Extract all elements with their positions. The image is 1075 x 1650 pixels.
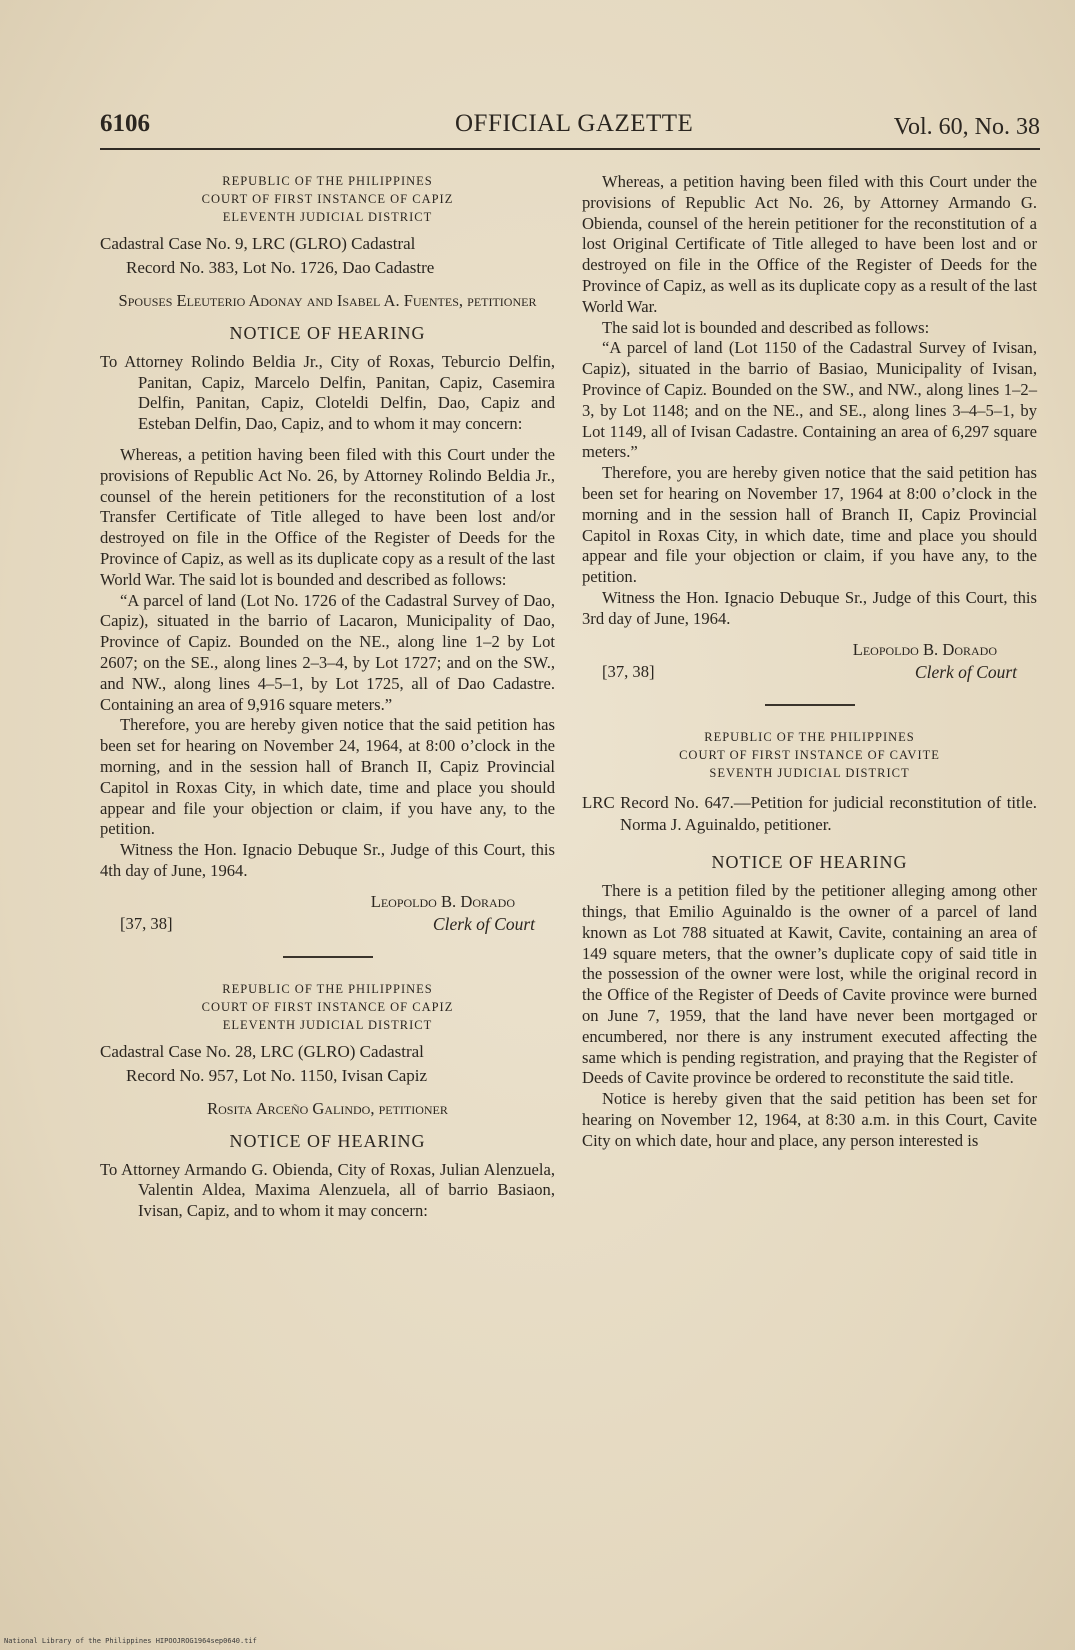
notice-cavite [582,728,1037,1152]
bounded-paragraph: The said lot is bounded and described as follows: [602,317,930,337]
whereas-paragraph: Whereas, a petition having been filed with this Court under the provisions of Republic Act No. 26, by Attorney Armando G. Obienda, counsel of the herein petitioner for the reconstitution of a lost Original Certificate of Title alleged to have been lost and or destroyed on file in the Office of the Register of Deeds for the Province of Capiz, as well as its duplicate copy as a result of the last World War. [582,172,1037,316]
signature-block [100,892,555,938]
notice-capiz-2 [100,980,555,1222]
lrc-record: LRC Record No. 647.—Petition for judicial reconstitution of title. Norma J. Aguinaldo, petitioner. [582,792,1037,834]
header-rule [100,148,1040,150]
case-number: Cadastral Case No. 28, LRC (GLRO) Cadastral Record No. 957, Lot No. 1150, Ivisan Capiz [100,1041,428,1085]
whereas-paragraph: Whereas, a petition having been filed with this Court under the provisions of Republic Act No. 26, by Attorney Rolindo Beldia Jr., counsel of the herein petitioners for the reconstitution of a lost Transfer Certificate of Title alleged to have been lost and/or destroyed on file in the Office of the Register of Deeds for the Province of Capiz, as well as its duplicate copy as a result of the last World War. The said lot is bounded and described as follows: [100,444,555,589]
therefore-paragraph: Therefore, you are hereby given notice that the said petition has been set for hearing on November 17, 1964 at 8:00 o’clock in the morning and in the session hall of Branch II, Capiz Provincial Capitol in Roxas City, in which date, time and place you should appear and file your objection or claim, if you have any, to the petition. [582,463,1037,587]
signer-title: Clerk of Court [914,661,1017,682]
court-heading: REPUBLIC OF THE PHILIPPINES COURT OF FIRST INSTANCE OF CAPIZ ELEVENTH JUDICIAL DISTRICT [201,981,454,1032]
signer-title: Clerk of Court [432,913,535,934]
page-number: 6106 [100,110,150,137]
parcel-description: “A parcel of land (Lot No. 1726 of the Cadastral Survey of Dao, Capiz), situated in the barrio of Lacaron, Municipality of Dao, Province of Capiz. Bounded on the NE., along line 1–2 by Lot 2607; on the SE., along lines 2–3–4, by Lot 1727; and on the SW., and NW., along lines 4–5–1, by Lot 1725, all of Dao Cadastre. Containing an area of 9,916 square meters.” [100,590,555,714]
witness-paragraph: Witness the Hon. Ignacio Debuque Sr., Judge of this Court, this 3rd day of June, 1964. [582,587,1037,628]
notice-capiz-1 [100,172,555,938]
petition-paragraph: There is a petition filed by the petitioner alleging among other things, that Emilio Aguinaldo is the owner of a parcel of land known as Lot 788 situated at Kawit, Cavite, containing an area of 149 square meters, that the owner’s duplicate copy of said title in the possession of the owner were lost, while the original record in the Office of the Register of Deeds of Cavite province were burned on June 7, 1959, that the land have never been mortgaged or encumbered, nor there is any instrument executed affecting the same which is pending registration, and praying that the Register of Deeds of Cavite province be ordered to reconstitute the said title. [582,881,1037,1088]
therefore-paragraph: Therefore, you are hereby given notice that the said petition has been set for hearing on November 24, 1964, at 8:00 o’clock in the morning, and in the session hall of Branch II, Capiz Provincial Capitol in Roxas City, in which date, time and place you should appear and file your objection or claim, if you have any, to the petition. [100,715,555,839]
case-number: Cadastral Case No. 9, LRC (GLRO) Cadastral Record No. 383, Lot No. 1726, Dao Cadastre [100,234,435,277]
notice-separator [283,956,373,958]
parties: Rosita Arceño Galindo, petitioner [207,1098,448,1118]
gazette-title: OFFICIAL GAZETTE [455,110,694,137]
scan-footer: National Library of the Philippines HIPOOJROG1964sep0640.tif [4,1637,257,1645]
notice-capiz-2-continued [582,172,1037,686]
court-heading: REPUBLIC OF THE PHILIPPINES COURT OF FIRST INSTANCE OF CAPIZ ELEVENTH JUDICIAL DISTRICT [201,174,454,224]
notice-title: NOTICE OF HEARING [711,852,908,873]
notice-title: NOTICE OF HEARING [229,1130,426,1151]
hearing-paragraph: Notice is hereby given that the said petition has been set for hearing on November 12, 1964, at 8:30 a.m. in this Court, Cavite City on which date, hour and place, any person interested is [582,1089,1037,1150]
notice-title: NOTICE OF HEARING [229,323,426,343]
right-column [582,172,1037,1151]
left-column [100,172,555,1232]
issue-reference: [37, 38] [602,661,655,681]
addressees: To Attorney Rolindo Beldia Jr., City of Roxas, Teburcio Delfin, Panitan, Capiz, Marcelo Delfin, Panitan, Capiz, Casemira Delfin, Panitan, Capiz, Cloteldi Delfin, Dao, Capiz and Esteban Delfin, Dao, Capiz, and to whom it may concern: [100,351,555,434]
witness-paragraph: Witness the Hon. Ignacio Debuque Sr., Judge of this Court, this 4th day of June, 1964. [100,840,555,880]
signer-name: Leopoldo B. Dorado [852,639,997,659]
signature-block [582,640,1037,686]
parties: Spouses Eleuterio Adonay and Isabel A. Fuentes, petitioner [118,291,537,310]
notice-separator [765,704,855,706]
issue-reference: [37, 38] [120,913,173,933]
parcel-description: “A parcel of land (Lot 1150 of the Cadastral Survey of Ivisan, Capiz), situated in the barrio of Basiao, Municipality of Ivisan, Province of Capiz. Bounded on the SW., and NW., along lines 1–2–3, by Lot 1148; and on the NE., and SE., along lines 3–4–5–1, by Lot 1149, all of Ivisan Cadastre. Containing an area of 6,297 square meters.” [582,338,1037,462]
volume-number: Vol. 60, No. 38 [893,114,1040,140]
signer-name: Leopoldo B. Dorado [370,891,515,911]
court-heading: REPUBLIC OF THE PHILIPPINES COURT OF FIRST INSTANCE OF CAVITE SEVENTH JUDICIAL DISTRICT [679,729,940,780]
page-header [100,110,1040,150]
addressees: To Attorney Armando G. Obienda, City of Roxas, Julian Alenzuela, Valentin Aldea, Maxima Alenzuela, all of barrio Basiaon, Ivisan, Capiz, and to whom it may concern: [100,1159,555,1221]
